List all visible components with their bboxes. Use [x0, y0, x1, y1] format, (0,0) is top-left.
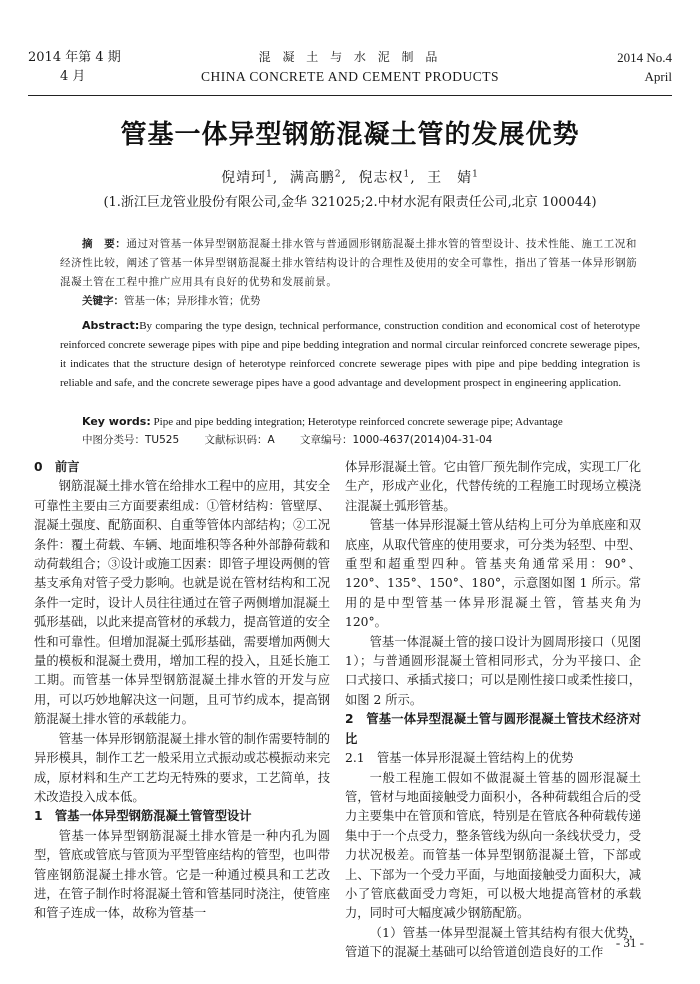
keywords-en-text: Pipe and pipe bedding integration; Heterotype reinforced concrete sewerage pipe; Advantage	[153, 416, 563, 428]
author: 倪靖珂$^1$,	[221, 169, 279, 186]
classification-line	[60, 431, 640, 450]
issue-en: 2014 No.4	[617, 50, 672, 65]
paragraph: 管基一体异形钢筋混凝土排水管的制作需要特制的异形模具，制作工艺一般采用立式振动或芯模振动来完成，原材料和生产工艺均无特殊的要求，工艺简单，技术改造投入成本低。	[34, 731, 330, 804]
body-column-left	[34, 458, 330, 924]
month-cn: 4 月	[60, 69, 86, 84]
author-list	[0, 167, 700, 187]
paragraph: 管基一体异形混凝土管从结构上可分为单底座和双底座，从取代管座的使用要求，可分类为轻型、中型、重型和超重型四种。管基夹角通常采用：90°、120°、135°、150°、180°，示意图如图 1 所示。常用的是中型管基一体异形混凝土管，管基夹角为 120°。	[345, 518, 641, 630]
keywords-cn-text: 管基一体；异形排水管；优势	[124, 295, 261, 307]
body-column-right	[345, 458, 641, 963]
paragraph: （1）管基一体异型混凝土管其结构有很大优势，管道下的混凝土基础可以给管道创造良好的工作	[345, 925, 641, 960]
author: 倪志权$^1$,	[358, 169, 416, 186]
paragraph: 钢筋混凝土排水管在给排水工程中的应用，其安全可靠性主要由三方面要素组成：①管材结构：管壁厚、混凝土强度、配筋面积、自重等管体内部结构；②工况条件：覆土荷载、车辆、地面堆积等各种外部静荷载和动荷载组合；③设计或施工因素：即管子埋设两侧的管基支承角对管子受力影响。也就是说在管材结构和工况条件一定时，设计人员往往通过在管子两侧增加混凝土弧形基础，以此来提高管材的承载力，提高管道的安全性和可靠性。但增加混凝土弧形基础，需要增加两侧大量的模板和混凝土费用，增加工程的投入，且延长施工工期。而管基一体异型钢筋混凝土排水管的开发与应用，可以巧妙地解决这一问题，且可节约成本，提高钢筋混凝土排水管的承载能力。	[34, 479, 330, 727]
header-right	[617, 48, 672, 86]
running-header	[28, 48, 672, 94]
section-heading: 1 管基一体异型钢筋混凝土管管型设计	[34, 809, 252, 824]
header-center	[28, 48, 672, 86]
keywords-cn	[60, 292, 640, 311]
keywords-en	[60, 412, 640, 432]
paragraph: 体异形混凝土管。它由管厂预先制作完成，实现工厂化生产，形成产业化，代替传统的工程施工时现场立模浇注混凝土弧形管基。	[345, 460, 641, 513]
author: 满高鹏$^2$,	[289, 169, 347, 186]
subsection-heading: 2.1 管基一体异形混凝土管结构上的优势	[345, 751, 574, 766]
abstract-cn-text: 通过对管基一体异型钢筋混凝土排水管与普通圆形钢筋混凝土排水管的管型设计、技术性能、施工工况和经济性比较，阐述了管基一体异型钢筋混凝土排水管结构设计的合理性及使用的安全可靠性，指出了管基一体异形钢筋混凝土管在工程中推广应用具有良好的优势和发展前景。	[60, 238, 638, 288]
issue-cn: 2014 年第 4 期	[28, 50, 121, 65]
clc-number: 中图分类号：TU525	[82, 434, 180, 446]
article-title: 管基一体异型钢筋混凝土管的发展优势	[120, 120, 580, 150]
month-en: April	[644, 69, 672, 84]
affiliation: (1.浙江巨龙管业股份有限公司,金华 321025;2.中材水泥有限责任公司,北京 100044)	[103, 195, 597, 210]
section-heading: 0 前言	[34, 460, 80, 474]
abstract-cn-label: 摘 要：	[82, 238, 127, 250]
journal-name-cn: 混 凝 土 与 水 泥 制 品	[258, 50, 442, 64]
document-code: 文献标识码：A	[204, 434, 275, 446]
abstract-en-label: Abstract:	[82, 319, 140, 332]
header-rule	[28, 95, 672, 96]
abstract-en	[60, 316, 640, 393]
keywords-cn-label: 关键字：	[82, 295, 124, 307]
paragraph: 管基一体混凝土管的接口设计为圆周形接口（见图 1）；与普通圆形混凝土管相同形式，分为平接口、企口式接口、承插式接口；可以是刚性接口或柔性接口，如图 2 所示。	[345, 634, 641, 707]
section-heading: 2 管基一体异型混凝土管与圆形混凝土管技术经济对比	[345, 712, 641, 746]
article-number: 文章编号：1000-4637(2014)04-31-04	[300, 434, 493, 446]
abstract-en-text: By comparing the type design, technical performance, construction condition and economical cost of heterotype reinforced concrete sewerage pipes with pipe and pipe bedding integration and normal circular reinforced concrete sewerage pipes, it indicates that the structure design of heterotype reinforced concrete sewerage pipes with pipe and pipe bedding integration is reliable and safe, and the concrete sewerage pipes have a good advantage and development prospect in engineering application.	[60, 320, 640, 389]
paragraph: 管基一体异型钢筋混凝土排水管是一种内孔为圆型，管底或管底与管顶为平型管座结构的管型，也叫带管座钢筋混凝土排水管。它是一种通过模具和工艺改进，在管子制作时将混凝土管和管基同时浇注，使管座和管子连成一体，故称为管基一	[34, 828, 330, 921]
journal-name-en: CHINA CONCRETE AND CEMENT PRODUCTS	[200, 69, 500, 84]
keywords-en-label: Key words:	[82, 415, 151, 428]
author: 王 婧$^1$	[427, 169, 479, 186]
paragraph: 一般工程施工假如不做混凝土管基的圆形混凝土管，管材与地面接触受力面积小，各种荷载组合后的受力主要集中在管顶和管底，特别是在管底各种荷载传递集中于一个点受力，整条管线为纵向一条线状受力，受力状况极差。而管基一体异型钢筋混凝土管，下部或上、下部为一个受力平面，与地面接触受力面积大，减小了管底截面受力弯矩，可以极大地提高管材的承载力，同时可大幅度减少钢筋配筋。	[345, 770, 641, 921]
page-number: - 31 -	[615, 935, 644, 950]
abstract-cn	[60, 235, 640, 292]
